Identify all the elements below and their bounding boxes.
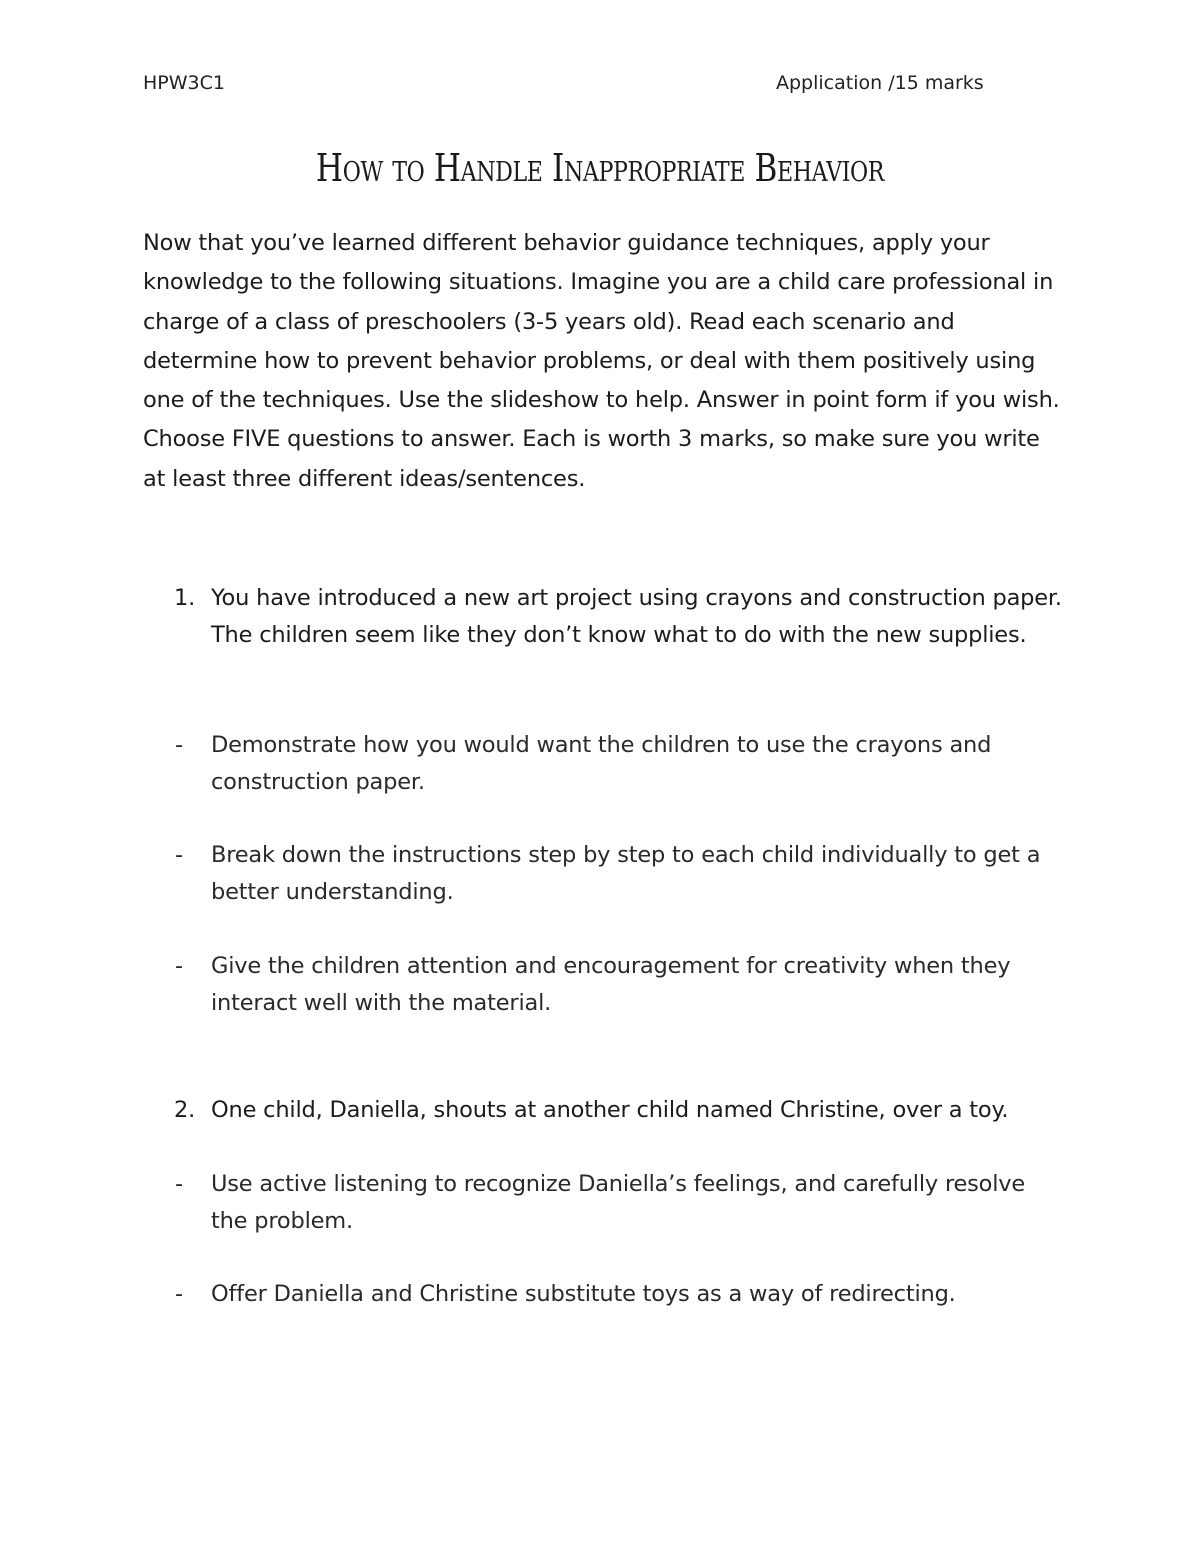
answer-text: Demonstrate how you would want the children to use the crayons and construction paper. xyxy=(211,732,992,795)
answer-text: Give the children attention and encouragement for creativity when they interact well with the material. xyxy=(211,953,1011,1016)
question-1 xyxy=(143,580,1068,654)
answer-text: Offer Daniella and Christine substitute toys as a way of redirecting. xyxy=(211,1281,956,1307)
dash-bullet: - xyxy=(175,1281,183,1307)
question-number: 2. xyxy=(174,1097,196,1123)
answer-item xyxy=(143,1276,1068,1313)
question-2 xyxy=(143,1092,1068,1129)
answer-item xyxy=(143,1166,1068,1240)
answer-item xyxy=(143,727,1068,801)
question-text: One child, Daniella, shouts at another child named Christine, over a toy. xyxy=(211,1097,1009,1123)
course-code: HPW3C1 xyxy=(143,72,225,94)
dash-bullet: - xyxy=(175,1171,183,1197)
question-number: 1. xyxy=(174,585,196,611)
dash-bullet: - xyxy=(175,732,183,758)
question-text: You have introduced a new art project using crayons and construction paper. The children seem like they don’t know what to do with the new supplies. xyxy=(211,585,1062,648)
page-title: How to Handle Inappropriate Behavior xyxy=(315,146,885,190)
dash-bullet: - xyxy=(175,953,183,979)
answer-item xyxy=(143,948,1068,1022)
assignment-marks: Application /15 marks xyxy=(776,72,984,94)
answer-text: Break down the instructions step by step to each child individually to get a better understanding. xyxy=(211,842,1041,905)
intro-paragraph: Now that you’ve learned different behavior guidance techniques, apply your knowledge to the following situations. Imagine you are a child care professional in charge of a class of preschoolers (3-5 years old). Read each scenario and determine how to prevent behavior problems, or deal with them positively using one of the techniques. Use the slideshow to help. Answer in point form if you wish. Choose FIVE questions to answer. Each is worth 3 marks, so make sure you write at least three different ideas/sentences. xyxy=(143,230,1060,492)
answer-text: Use active listening to recognize Daniella’s feelings, and carefully resolve the problem. xyxy=(211,1171,1026,1234)
dash-bullet: - xyxy=(175,842,183,868)
answer-item xyxy=(143,837,1068,911)
